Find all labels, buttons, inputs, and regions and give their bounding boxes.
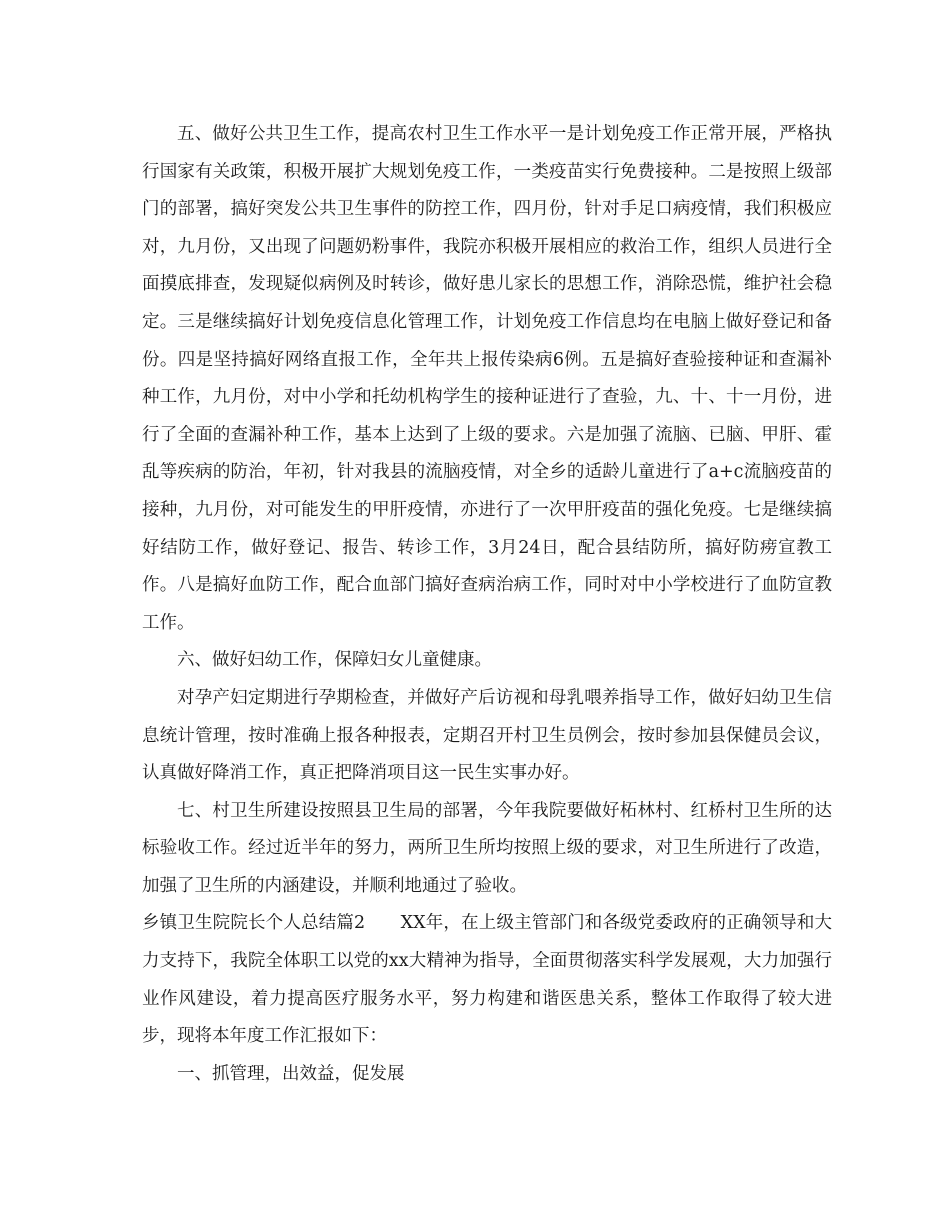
paragraph-section-one-heading: 一、抓管理，出效益，促发展: [177, 1063, 405, 1084]
paragraph-village-clinic: 七、村卫生所建设按照县卫生局的部署，今年我院要做好柘林村、红桥村卫生所的达标验收工作。经过近半年的努力，两所卫生所均按照上级的要求，对卫生所进行了改造，加强了卫生所的内涵建设，并顺利地通过了验收。: [142, 800, 832, 896]
paragraph-maternal-child-heading: 六、做好妇幼工作，保障妇女儿童健康。: [177, 650, 492, 671]
paragraph-maternal-child-body: 对孕产妇定期进行孕期检查，并做好产后访视和母乳喂养指导工作，做好妇幼卫生信息统计管理，按时准确上报各种报表，定期召开村卫生员例会，按时参加县保健员会议，认真做好降消工作，真正把降消项目这一民生实事办好。: [142, 687, 832, 784]
paragraph-public-health: 五、做好公共卫生工作，提高农村卫生工作水平一是计划免疫工作正常开展，严格执行国家有关政策，积极开展扩大规划免疫工作，一类疫苗实行免费接种。二是按照上级部门的部署，搞好突发公共卫生事件的防控工作，四月份，针对手足口病疫情，我们积极应对，九月份，又出现了问题奶粉事件，我院亦积极开展相应的救治工作，组织人员进行全面摸底排查，发现疑似病例及时转诊，做好患儿家长的思想工作，消除恐慌，维护社会稳定。三是继续搞好计划免疫信息化管理工作，计划免疫工作信息均在电脑上做好登记和备份。四是坚持搞好网络直报工作，全年共上报传染病6例。五是搞好查验接种证和查漏补种工作，九月份，对中小学和托幼机构学生的接种证进行了查验，九、十、十一月份，进行了全面的查漏补种工作，基本上达到了上级的要求。六是加强了流脑、已脑、甲肝、霍乱等疾病的防治，年初，针对我县的流脑疫情，对全乡的适龄儿童进行了a+c流脑疫苗的接种，九月份，对可能发生的甲肝疫情，亦进行了一次甲肝疫苗的强化免疫。七是继续搞好结防工作，做好登记、报告、转诊工作，3月24日，配合县结防所，搞好防痨宣教工作。八是搞好血防工作，配合血部门搞好查病治病工作，同时对中小学校进行了血防宣教工作。: [142, 124, 832, 633]
document-body: [142, 116, 832, 1093]
paragraph-summary-part-2: 乡镇卫生院院长个人总结篇2 XX年，在上级主管部门和各级党委政府的正确领导和大力支持下，我院全体职工以党的xx大精神为指导，全面贯彻落实科学发展观，大力加强行业作风建设，着力提高医疗服务水平，努力构建和谐医患关系，整体工作取得了较大进步，现将本年度工作汇报如下：: [142, 913, 832, 1047]
